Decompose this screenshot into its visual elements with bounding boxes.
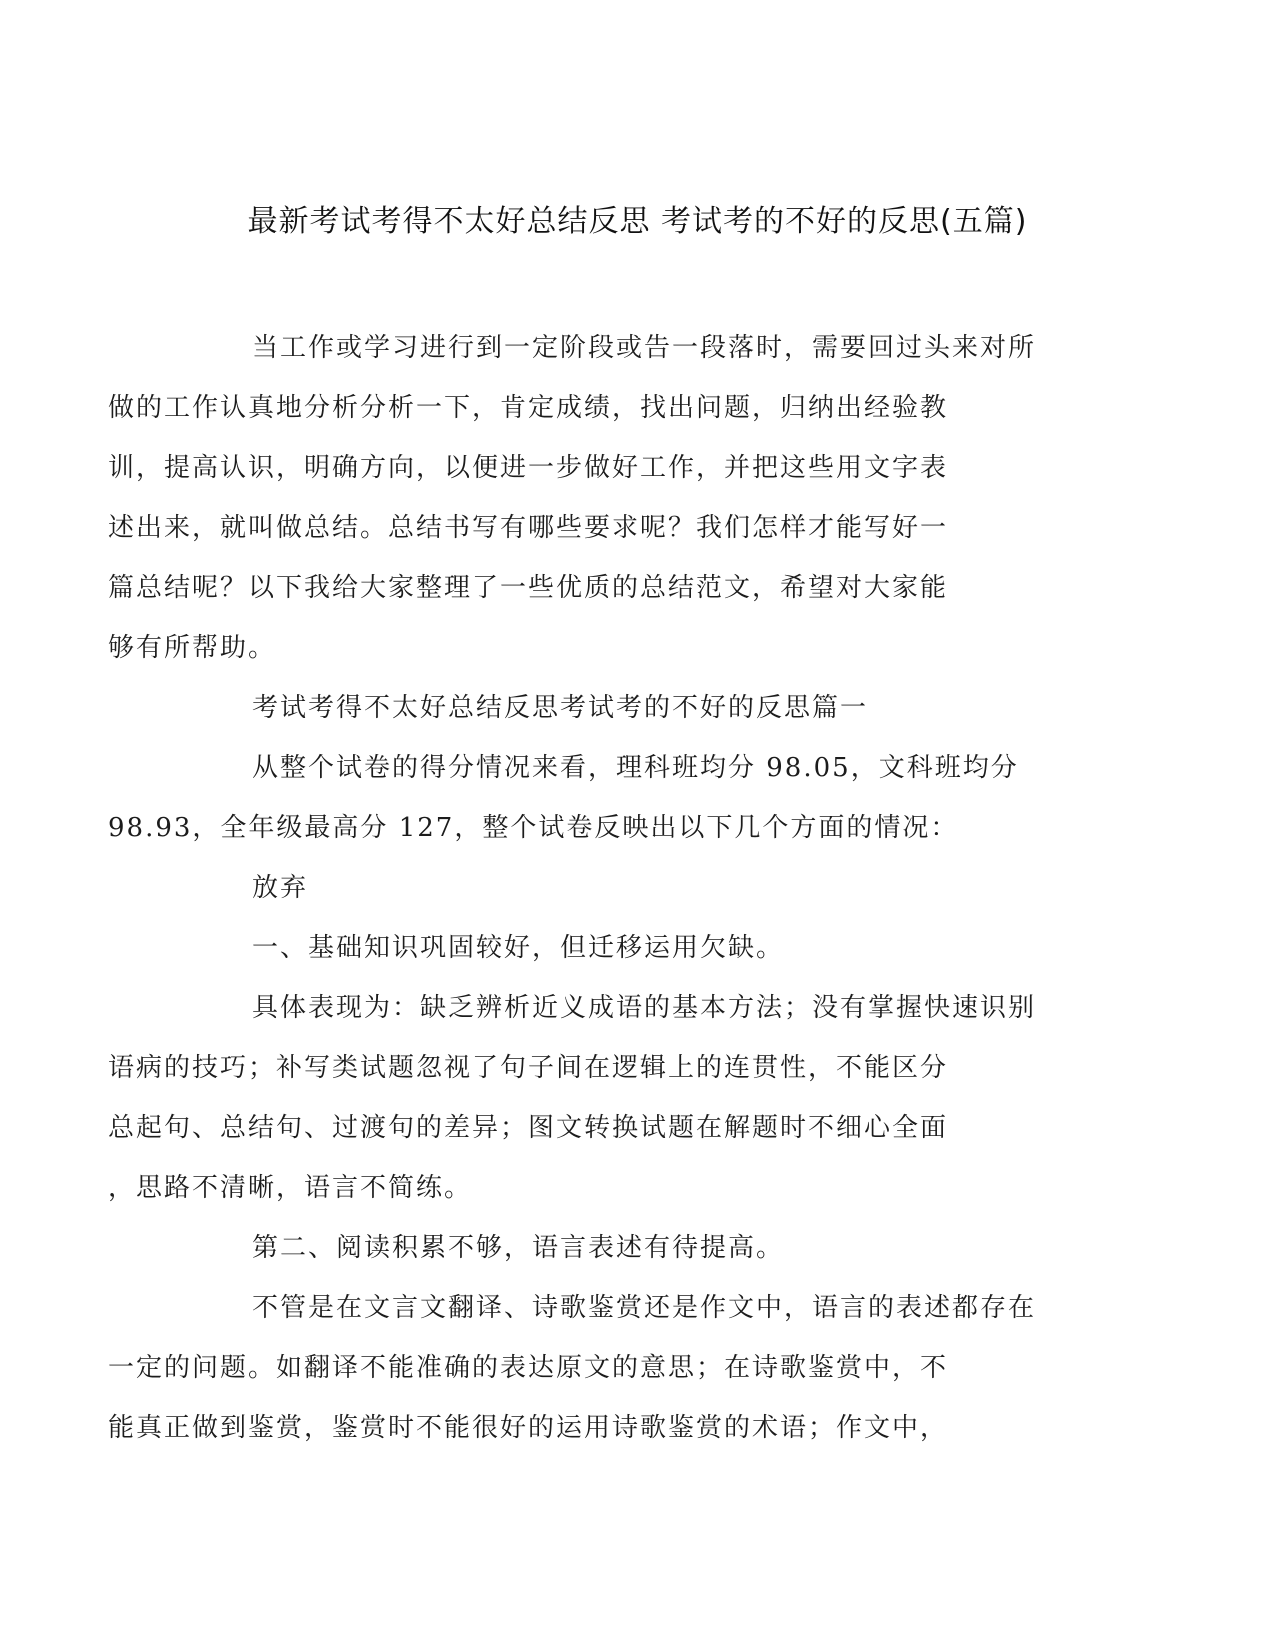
document-body	[108, 318, 1040, 1458]
text-line: 具体表现为：缺乏辨析近义成语的基本方法；没有掌握快速识别	[252, 993, 1037, 1023]
text-line: 第二、阅读积累不够，语言表述有待提高。	[252, 1233, 785, 1263]
scores-paragraph	[108, 738, 1040, 858]
text-line: 考试考得不太好总结反思考试考的不好的反思篇一	[252, 693, 869, 723]
document-title: 最新考试考得不太好总结反思 考试考的不好的反思(五篇)	[247, 204, 1028, 239]
paragraph	[180, 858, 1040, 918]
text-line: 放弃	[252, 873, 309, 903]
point-one-heading	[180, 918, 1040, 978]
text-line: 能真正做到鉴赏，鉴赏时不能很好的运用诗歌鉴赏的术语；作文中，	[108, 1413, 949, 1443]
text-line: 当工作或学习进行到一定阶段或告一段落时，需要回过头来对所	[252, 333, 1037, 363]
text-line: 够有所帮助。	[108, 633, 277, 663]
details-paragraph	[108, 978, 1040, 1218]
text-line: ，思路不清晰，语言不简练。	[108, 1173, 473, 1203]
text-line: 做的工作认真地分析分析一下，肯定成绩，找出问题，归纳出经验教	[108, 393, 949, 423]
text-line: 总起句、总结句、过渡句的差异；图文转换试题在解题时不细心全面	[108, 1113, 949, 1143]
text-line: 语病的技巧；补写类试题忽视了句子间在逻辑上的连贯性，不能区分	[108, 1053, 949, 1083]
text-line: 98.93，全年级最高分 127，整个试卷反映出以下几个方面的情况：	[108, 813, 959, 843]
text-line: 从整个试卷的得分情况来看，理科班均分 98.05，文科班均分	[252, 753, 1019, 783]
text-line: 不管是在文言文翻译、诗歌鉴赏还是作文中，语言的表述都存在	[252, 1293, 1037, 1323]
text-line: 篇总结呢？以下我给大家整理了一些优质的总结范文，希望对大家能	[108, 573, 949, 603]
language-paragraph	[108, 1278, 1040, 1458]
section-heading	[180, 678, 1040, 738]
text-line: 述出来，就叫做总结。总结书写有哪些要求呢？我们怎样才能写好一	[108, 513, 949, 543]
text-line: 训，提高认识，明确方向，以便进一步做好工作，并把这些用文字表	[108, 453, 949, 483]
point-two-heading	[180, 1218, 1040, 1278]
text-line: 一定的问题。如翻译不能准确的表达原文的意思；在诗歌鉴赏中，不	[108, 1353, 949, 1383]
intro-paragraph	[108, 318, 1040, 678]
text-line: 一、基础知识巩固较好，但迁移运用欠缺。	[252, 933, 785, 963]
